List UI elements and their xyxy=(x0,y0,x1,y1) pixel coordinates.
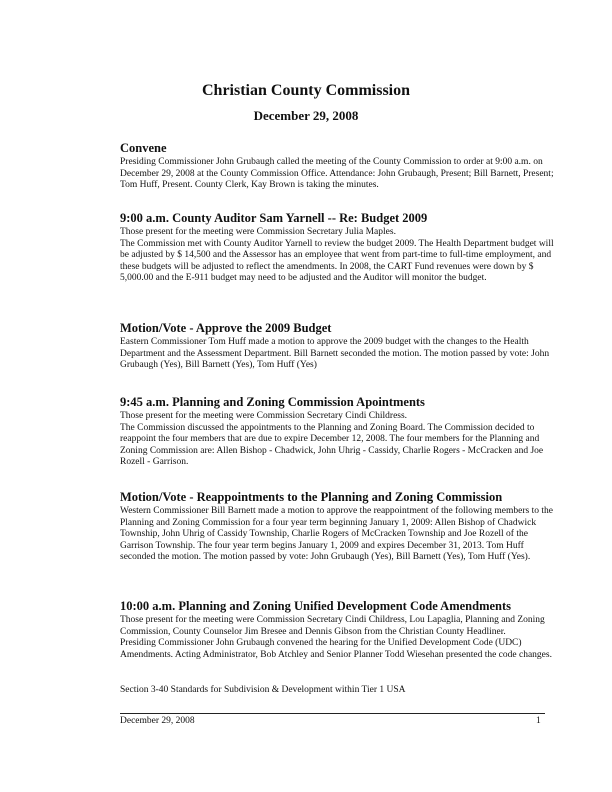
section-heading: 10:00 a.m. Planning and Zoning Unified Development Code Amendments xyxy=(120,599,512,613)
section-paragraph: Western Commissioner Bill Barnett made a motion to approve the reappointment of the following members to the Planning and Zoning Commission for a four year term beginning January 1, 2009: Allen Bishop of Chadwick Township, John Uhrig of Cassidy Township, Charlie Rogers of McCracken Township and Joe Rozell of the Garrison Township. The four year term begins January 1, 2009 and expires December 31, 2013. Tom Huff seconded the motion. The motion passed by vote: John Grubaugh (Yes), Bill Barnett (Yes), Tom Huff (Yes). xyxy=(120,506,553,563)
section-paragraph: Presiding Commissioner John Grubaugh convened the hearing for the Unified Development Code (UDC) Amendments. Acting Administrator, Bob Atchley and Senior Planner Todd Wiesehan presented the code changes. xyxy=(120,638,552,660)
footer-date: December 29, 2008 xyxy=(120,716,195,726)
meeting-date: December 29, 2008 xyxy=(253,108,359,123)
section-heading: Convene xyxy=(120,141,167,155)
section-reappointments xyxy=(120,490,560,564)
section-convene xyxy=(120,141,560,192)
section-paragraph: The Commission met with County Auditor Yarnell to review the budget 2009. The Health Department budget will be adjusted by $ 14,500 and the Assessor has an employee that went from part-time to full-time employment, and these budgets will be adjusted to reflect the amendments. In 2008, the CART Fund revenues were down by $ 5,000.00 and the E-911 budget may need to be adjusted and the Auditor will monitor the budget. xyxy=(120,238,554,284)
section-county-auditor xyxy=(120,211,560,285)
section-approve-budget xyxy=(120,321,560,372)
section-paragraph: Those present for the meeting were Commission Secretary Cindi Childress. xyxy=(120,411,408,421)
section-heading: 9:45 a.m. Planning and Zoning Commission Apointments xyxy=(120,395,425,409)
section-planning-zoning-appointments xyxy=(120,395,560,469)
section-heading: Motion/Vote - Approve the 2009 Budget xyxy=(120,321,332,335)
section-paragraph: The Commission discussed the appointments to the Planning and Zoning Board. The Commission decided to reappoint the four members that are due to expire December 12, 2008. The four members for the Planning and Zoning Commission are: Allen Bishop - Chadwick, John Uhrig - Cassidy, Charlie Rogers - McCracken and Joe Rozell - Garrison. xyxy=(120,422,544,468)
section-paragraph: Eastern Commissioner Tom Huff made a motion to approve the 2009 budget with the changes to the Health Department and the Assessment Department. Bill Barnett seconded the motion. The motion passed by vote: John Grubaugh (Yes), Bill Barnett (Yes), Tom Huff (Yes) xyxy=(120,337,550,371)
section-paragraph: Those present for the meeting were Commission Secretary Julia Maples. xyxy=(120,227,396,237)
page-number: 1 xyxy=(536,716,541,726)
section-paragraph: Those present for the meeting were Commission Secretary Cindi Childress, Lou Lapaglia, Planning and Zoning Commission, County Counselor Jim Bresee and Dennis Gibson from the Christian County Headliner. xyxy=(120,615,545,637)
section-heading: Motion/Vote - Reappointments to the Planning and Zoning Commission xyxy=(120,490,503,504)
section-footnote: Section 3-40 Standards for Subdivision & Development within Tier 1 USA xyxy=(120,685,406,695)
section-udc-amendments xyxy=(120,599,560,661)
section-paragraph: Presiding Commissioner John Grubaugh called the meeting of the County Commission to order at 9:00 a.m. on December 29, 2008 at the County Commission Office. Attendance: John Grubaugh, Present; Bill Barnett, Present; Tom Huff, Present. County Clerk, Kay Brown is taking the minutes. xyxy=(120,157,554,191)
section-heading: 9:00 a.m. County Auditor Sam Yarnell -- Re: Budget 2009 xyxy=(120,211,428,225)
footer-divider xyxy=(120,713,545,714)
document-title: Christian County Commission xyxy=(201,82,411,99)
